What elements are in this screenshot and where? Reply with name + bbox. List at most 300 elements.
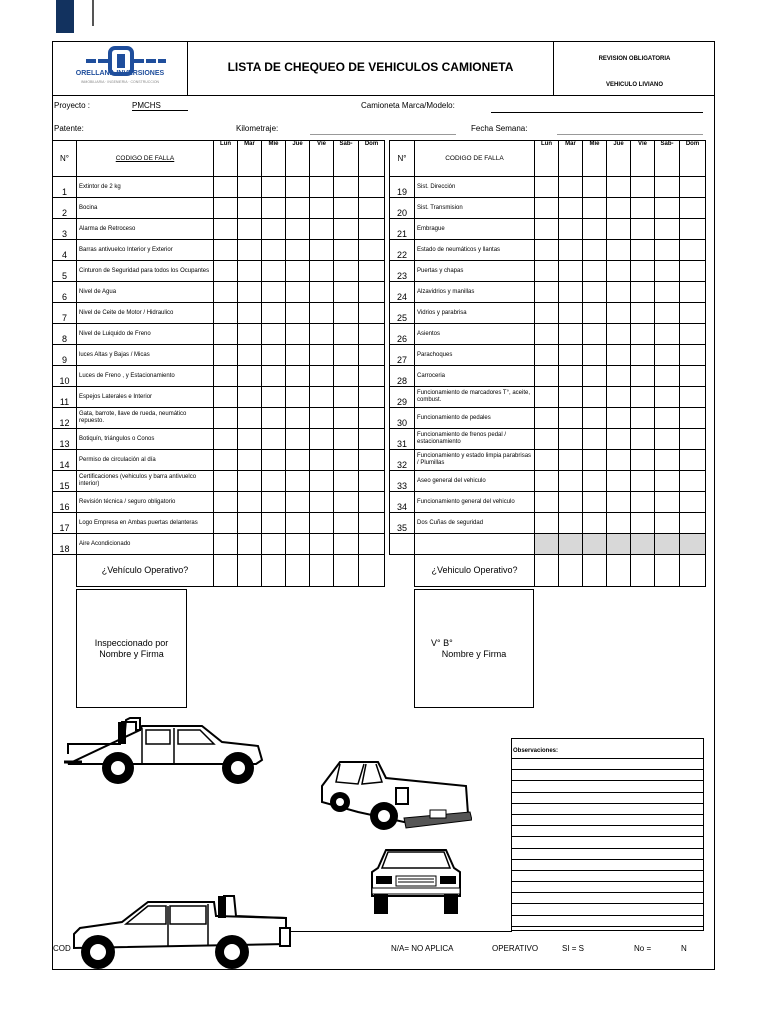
item-description xyxy=(415,534,535,555)
check-cell[interactable] xyxy=(655,303,680,324)
check-cell[interactable] xyxy=(583,534,607,555)
check-cell[interactable] xyxy=(631,345,655,366)
check-cell[interactable] xyxy=(359,345,385,366)
check-cell[interactable] xyxy=(286,324,310,345)
check-cell[interactable] xyxy=(334,303,359,324)
check-cell[interactable] xyxy=(359,408,385,429)
operativo-cell[interactable] xyxy=(310,555,334,587)
check-cell[interactable] xyxy=(286,492,310,513)
check-cell[interactable] xyxy=(631,282,655,303)
check-cell[interactable] xyxy=(262,408,286,429)
check-cell[interactable] xyxy=(310,282,334,303)
check-cell[interactable] xyxy=(214,366,238,387)
check-cell[interactable] xyxy=(655,471,680,492)
check-cell[interactable] xyxy=(238,534,262,555)
check-cell[interactable] xyxy=(238,261,262,282)
check-cell[interactable] xyxy=(607,261,631,282)
check-cell[interactable] xyxy=(631,408,655,429)
check-cell[interactable] xyxy=(334,219,359,240)
check-cell[interactable] xyxy=(214,429,238,450)
item-description: Funcionamiento de frenos pedal / estacionamiento xyxy=(415,429,535,450)
check-cell[interactable] xyxy=(334,429,359,450)
check-cell[interactable] xyxy=(583,450,607,471)
check-cell[interactable] xyxy=(607,534,631,555)
check-cell[interactable] xyxy=(559,366,583,387)
proyecto-label: Proyecto : xyxy=(54,101,91,110)
check-cell[interactable] xyxy=(359,513,385,534)
check-cell[interactable] xyxy=(631,240,655,261)
check-cell[interactable] xyxy=(334,450,359,471)
check-cell[interactable] xyxy=(262,198,286,219)
check-cell[interactable] xyxy=(583,366,607,387)
check-cell[interactable] xyxy=(631,492,655,513)
check-cell[interactable] xyxy=(238,408,262,429)
check-cell[interactable] xyxy=(680,219,706,240)
check-cell[interactable] xyxy=(631,261,655,282)
check-cell[interactable] xyxy=(631,324,655,345)
check-cell[interactable] xyxy=(631,303,655,324)
operativo-cell[interactable] xyxy=(535,555,559,587)
check-cell[interactable] xyxy=(559,345,583,366)
check-cell[interactable] xyxy=(286,345,310,366)
item-number: 25 xyxy=(390,303,415,324)
check-cell[interactable] xyxy=(310,240,334,261)
check-cell[interactable] xyxy=(286,177,310,198)
check-cell[interactable] xyxy=(559,177,583,198)
item-number: 13 xyxy=(53,429,77,450)
check-cell[interactable] xyxy=(631,219,655,240)
check-cell[interactable] xyxy=(583,198,607,219)
check-cell[interactable] xyxy=(359,177,385,198)
item-description: Alzavidrios y manillas xyxy=(415,282,535,303)
check-cell[interactable] xyxy=(262,366,286,387)
check-cell[interactable] xyxy=(310,177,334,198)
check-cell[interactable] xyxy=(631,177,655,198)
check-cell[interactable] xyxy=(310,429,334,450)
check-cell[interactable] xyxy=(559,261,583,282)
check-cell[interactable] xyxy=(535,324,559,345)
check-cell[interactable] xyxy=(286,282,310,303)
check-cell[interactable] xyxy=(334,471,359,492)
check-cell[interactable] xyxy=(535,303,559,324)
table-row xyxy=(390,408,706,429)
check-cell[interactable] xyxy=(680,261,706,282)
item-description: Funcionamiento de pedales xyxy=(415,408,535,429)
check-cell[interactable] xyxy=(214,261,238,282)
check-cell[interactable] xyxy=(238,387,262,408)
check-cell[interactable] xyxy=(559,219,583,240)
check-cell[interactable] xyxy=(680,534,706,555)
table-row xyxy=(390,177,706,198)
check-cell[interactable] xyxy=(607,450,631,471)
item-number: 9 xyxy=(53,345,77,366)
item-number: 10 xyxy=(53,366,77,387)
check-cell[interactable] xyxy=(238,429,262,450)
check-cell[interactable] xyxy=(631,429,655,450)
check-cell[interactable] xyxy=(559,198,583,219)
check-cell[interactable] xyxy=(359,387,385,408)
check-cell[interactable] xyxy=(680,324,706,345)
check-cell[interactable] xyxy=(238,471,262,492)
check-cell[interactable] xyxy=(655,429,680,450)
operativo-cell[interactable] xyxy=(214,555,238,587)
check-cell[interactable] xyxy=(334,492,359,513)
item-description: Logo Empresa en Ambas puertas delanteras xyxy=(77,513,214,534)
check-cell[interactable] xyxy=(631,387,655,408)
check-cell[interactable] xyxy=(535,282,559,303)
check-cell[interactable] xyxy=(310,324,334,345)
check-cell[interactable] xyxy=(535,450,559,471)
check-cell[interactable] xyxy=(334,345,359,366)
check-cell[interactable] xyxy=(680,429,706,450)
operativo-cell[interactable] xyxy=(680,555,706,587)
check-cell[interactable] xyxy=(655,261,680,282)
item-description: Espejos Laterales e Interior xyxy=(77,387,214,408)
item-description: Embrague xyxy=(415,219,535,240)
check-cell[interactable] xyxy=(286,240,310,261)
check-cell[interactable] xyxy=(214,534,238,555)
check-cell[interactable] xyxy=(334,324,359,345)
check-cell[interactable] xyxy=(286,513,310,534)
check-cell[interactable] xyxy=(559,324,583,345)
check-cell[interactable] xyxy=(607,324,631,345)
check-cell[interactable] xyxy=(359,534,385,555)
check-cell[interactable] xyxy=(359,219,385,240)
check-cell[interactable] xyxy=(262,492,286,513)
check-cell[interactable] xyxy=(680,240,706,261)
check-cell[interactable] xyxy=(655,282,680,303)
check-cell[interactable] xyxy=(214,387,238,408)
check-cell[interactable] xyxy=(607,492,631,513)
truck-front-view-icon xyxy=(368,846,464,916)
check-cell[interactable] xyxy=(680,366,706,387)
check-cell[interactable] xyxy=(310,471,334,492)
check-cell[interactable] xyxy=(310,534,334,555)
code-header-label: CODIGO DE FALLA xyxy=(115,154,175,162)
check-cell[interactable] xyxy=(262,324,286,345)
check-cell[interactable] xyxy=(583,219,607,240)
check-cell[interactable] xyxy=(583,471,607,492)
check-cell[interactable] xyxy=(655,324,680,345)
check-cell[interactable] xyxy=(286,219,310,240)
check-cell[interactable] xyxy=(535,261,559,282)
check-cell[interactable] xyxy=(680,408,706,429)
check-cell[interactable] xyxy=(559,471,583,492)
item-number: 7 xyxy=(53,303,77,324)
check-cell[interactable] xyxy=(583,408,607,429)
operativo-cell[interactable] xyxy=(655,555,680,587)
check-cell[interactable] xyxy=(238,492,262,513)
check-cell[interactable] xyxy=(559,429,583,450)
check-cell[interactable] xyxy=(655,177,680,198)
spacer-cell xyxy=(390,555,415,587)
operativo-cell[interactable] xyxy=(238,555,262,587)
operativo-cell[interactable] xyxy=(607,555,631,587)
check-cell[interactable] xyxy=(214,492,238,513)
table-row xyxy=(390,450,706,471)
check-cell[interactable] xyxy=(680,513,706,534)
check-cell[interactable] xyxy=(238,450,262,471)
camioneta-field[interactable] xyxy=(491,112,703,113)
check-cell[interactable] xyxy=(680,450,706,471)
check-cell[interactable] xyxy=(680,387,706,408)
check-cell[interactable] xyxy=(607,513,631,534)
check-cell[interactable] xyxy=(655,198,680,219)
check-cell[interactable] xyxy=(535,471,559,492)
check-cell[interactable] xyxy=(535,198,559,219)
observaciones-box[interactable] xyxy=(511,738,704,931)
item-description: Alarma de Retroceso xyxy=(77,219,214,240)
check-cell[interactable] xyxy=(607,282,631,303)
check-cell[interactable] xyxy=(310,408,334,429)
check-cell[interactable] xyxy=(262,471,286,492)
check-cell[interactable] xyxy=(680,177,706,198)
check-cell[interactable] xyxy=(631,366,655,387)
check-cell[interactable] xyxy=(334,198,359,219)
check-cell[interactable] xyxy=(359,366,385,387)
check-cell[interactable] xyxy=(214,219,238,240)
check-cell[interactable] xyxy=(359,324,385,345)
check-cell[interactable] xyxy=(310,219,334,240)
check-cell[interactable] xyxy=(286,261,310,282)
check-cell[interactable] xyxy=(310,387,334,408)
check-cell[interactable] xyxy=(214,303,238,324)
check-cell[interactable] xyxy=(238,219,262,240)
check-cell[interactable] xyxy=(655,450,680,471)
check-cell[interactable] xyxy=(238,513,262,534)
check-cell[interactable] xyxy=(680,282,706,303)
check-cell[interactable] xyxy=(262,534,286,555)
operativo-cell[interactable] xyxy=(286,555,310,587)
check-cell[interactable] xyxy=(238,324,262,345)
check-cell[interactable] xyxy=(655,513,680,534)
check-cell[interactable] xyxy=(359,429,385,450)
check-cell[interactable] xyxy=(559,450,583,471)
check-cell[interactable] xyxy=(262,429,286,450)
check-cell[interactable] xyxy=(310,492,334,513)
check-cell[interactable] xyxy=(535,177,559,198)
operativo-cell[interactable] xyxy=(631,555,655,587)
check-cell[interactable] xyxy=(535,240,559,261)
check-cell[interactable] xyxy=(334,240,359,261)
check-cell[interactable] xyxy=(286,408,310,429)
check-cell[interactable] xyxy=(310,366,334,387)
check-cell[interactable] xyxy=(559,534,583,555)
operativo-cell[interactable] xyxy=(262,555,286,587)
check-cell[interactable] xyxy=(310,261,334,282)
check-cell[interactable] xyxy=(262,177,286,198)
check-cell[interactable] xyxy=(334,282,359,303)
check-cell[interactable] xyxy=(262,387,286,408)
check-cell[interactable] xyxy=(655,387,680,408)
check-cell[interactable] xyxy=(310,513,334,534)
check-cell[interactable] xyxy=(680,345,706,366)
check-cell[interactable] xyxy=(334,261,359,282)
check-cell[interactable] xyxy=(655,492,680,513)
footer-cod: COD xyxy=(53,944,71,953)
check-cell[interactable] xyxy=(535,492,559,513)
check-cell[interactable] xyxy=(631,534,655,555)
check-cell[interactable] xyxy=(655,366,680,387)
check-cell[interactable] xyxy=(607,387,631,408)
check-cell[interactable] xyxy=(655,534,680,555)
check-cell[interactable] xyxy=(535,387,559,408)
operativo-cell[interactable] xyxy=(359,555,385,587)
check-cell[interactable] xyxy=(583,261,607,282)
check-cell[interactable] xyxy=(655,345,680,366)
check-cell[interactable] xyxy=(359,261,385,282)
check-cell[interactable] xyxy=(286,198,310,219)
check-cell[interactable] xyxy=(262,303,286,324)
check-cell[interactable] xyxy=(583,303,607,324)
check-cell[interactable] xyxy=(607,198,631,219)
check-cell[interactable] xyxy=(286,387,310,408)
check-cell[interactable] xyxy=(583,282,607,303)
check-cell[interactable] xyxy=(535,513,559,534)
check-cell[interactable] xyxy=(655,408,680,429)
check-cell[interactable] xyxy=(631,471,655,492)
operativo-cell[interactable] xyxy=(559,555,583,587)
operativo-cell[interactable] xyxy=(334,555,359,587)
check-cell[interactable] xyxy=(559,387,583,408)
check-cell[interactable] xyxy=(359,450,385,471)
check-cell[interactable] xyxy=(214,240,238,261)
check-cell[interactable] xyxy=(262,219,286,240)
check-cell[interactable] xyxy=(359,303,385,324)
check-cell[interactable] xyxy=(359,240,385,261)
check-cell[interactable] xyxy=(214,408,238,429)
check-cell[interactable] xyxy=(655,240,680,261)
check-cell[interactable] xyxy=(310,450,334,471)
check-cell[interactable] xyxy=(262,513,286,534)
proyecto-value[interactable]: PMCHS xyxy=(132,101,188,111)
check-cell[interactable] xyxy=(607,219,631,240)
check-cell[interactable] xyxy=(238,177,262,198)
check-cell[interactable] xyxy=(607,240,631,261)
check-cell[interactable] xyxy=(238,303,262,324)
check-cell[interactable] xyxy=(583,177,607,198)
check-cell[interactable] xyxy=(583,492,607,513)
check-cell[interactable] xyxy=(262,240,286,261)
approval-signature-box[interactable] xyxy=(414,589,534,708)
check-cell[interactable] xyxy=(607,471,631,492)
check-cell[interactable] xyxy=(334,408,359,429)
check-cell[interactable] xyxy=(238,240,262,261)
check-cell[interactable] xyxy=(286,471,310,492)
table-row xyxy=(390,387,706,408)
day-header-1: Mar xyxy=(238,141,262,177)
check-cell[interactable] xyxy=(680,471,706,492)
check-cell[interactable] xyxy=(607,303,631,324)
check-cell[interactable] xyxy=(535,219,559,240)
check-cell[interactable] xyxy=(214,198,238,219)
check-cell[interactable] xyxy=(262,450,286,471)
item-number: 20 xyxy=(390,198,415,219)
check-cell[interactable] xyxy=(262,345,286,366)
check-cell[interactable] xyxy=(680,198,706,219)
check-cell[interactable] xyxy=(286,366,310,387)
check-cell[interactable] xyxy=(214,177,238,198)
check-cell[interactable] xyxy=(559,240,583,261)
check-cell[interactable] xyxy=(214,471,238,492)
check-cell[interactable] xyxy=(286,303,310,324)
check-cell[interactable] xyxy=(214,345,238,366)
check-cell[interactable] xyxy=(334,513,359,534)
check-cell[interactable] xyxy=(631,450,655,471)
operativo-cell[interactable] xyxy=(583,555,607,587)
check-cell[interactable] xyxy=(262,282,286,303)
check-cell[interactable] xyxy=(359,492,385,513)
check-cell[interactable] xyxy=(559,492,583,513)
check-cell[interactable] xyxy=(607,429,631,450)
inspector-signature-box[interactable] xyxy=(76,589,187,708)
check-cell[interactable] xyxy=(559,513,583,534)
check-cell[interactable] xyxy=(583,513,607,534)
check-cell[interactable] xyxy=(334,387,359,408)
check-cell[interactable] xyxy=(607,408,631,429)
fecha-field[interactable] xyxy=(557,134,703,135)
check-cell[interactable] xyxy=(262,261,286,282)
check-cell[interactable] xyxy=(310,345,334,366)
check-cell[interactable] xyxy=(559,303,583,324)
check-cell[interactable] xyxy=(583,345,607,366)
check-cell[interactable] xyxy=(535,345,559,366)
check-cell[interactable] xyxy=(535,534,559,555)
check-cell[interactable] xyxy=(334,534,359,555)
check-cell[interactable] xyxy=(238,366,262,387)
check-cell[interactable] xyxy=(631,198,655,219)
check-cell[interactable] xyxy=(286,450,310,471)
check-cell[interactable] xyxy=(359,282,385,303)
check-cell[interactable] xyxy=(535,366,559,387)
check-cell[interactable] xyxy=(214,450,238,471)
kilometraje-field[interactable] xyxy=(310,134,456,135)
check-cell[interactable] xyxy=(559,408,583,429)
check-cell[interactable] xyxy=(214,324,238,345)
check-cell[interactable] xyxy=(238,345,262,366)
check-cell[interactable] xyxy=(631,513,655,534)
check-cell[interactable] xyxy=(286,534,310,555)
check-cell[interactable] xyxy=(583,240,607,261)
check-cell[interactable] xyxy=(310,198,334,219)
check-cell[interactable] xyxy=(559,282,583,303)
observaciones-label: Observaciones: xyxy=(512,739,703,759)
check-cell[interactable] xyxy=(214,513,238,534)
check-cell[interactable] xyxy=(214,282,238,303)
check-cell[interactable] xyxy=(680,492,706,513)
check-cell[interactable] xyxy=(238,198,262,219)
check-cell[interactable] xyxy=(334,177,359,198)
item-description: Nivel de Luiquido de Freno xyxy=(77,324,214,345)
check-cell[interactable] xyxy=(583,324,607,345)
check-cell[interactable] xyxy=(535,429,559,450)
check-cell[interactable] xyxy=(583,387,607,408)
check-cell[interactable] xyxy=(680,303,706,324)
check-cell[interactable] xyxy=(655,219,680,240)
check-cell[interactable] xyxy=(238,282,262,303)
inspector-name-label: Nombre y Firma xyxy=(99,649,164,659)
check-cell[interactable] xyxy=(607,345,631,366)
check-cell[interactable] xyxy=(359,471,385,492)
check-cell[interactable] xyxy=(334,366,359,387)
check-cell[interactable] xyxy=(607,177,631,198)
check-cell[interactable] xyxy=(359,198,385,219)
check-cell[interactable] xyxy=(583,429,607,450)
check-cell[interactable] xyxy=(535,408,559,429)
check-cell[interactable] xyxy=(286,429,310,450)
check-cell[interactable] xyxy=(607,366,631,387)
check-cell[interactable] xyxy=(310,303,334,324)
